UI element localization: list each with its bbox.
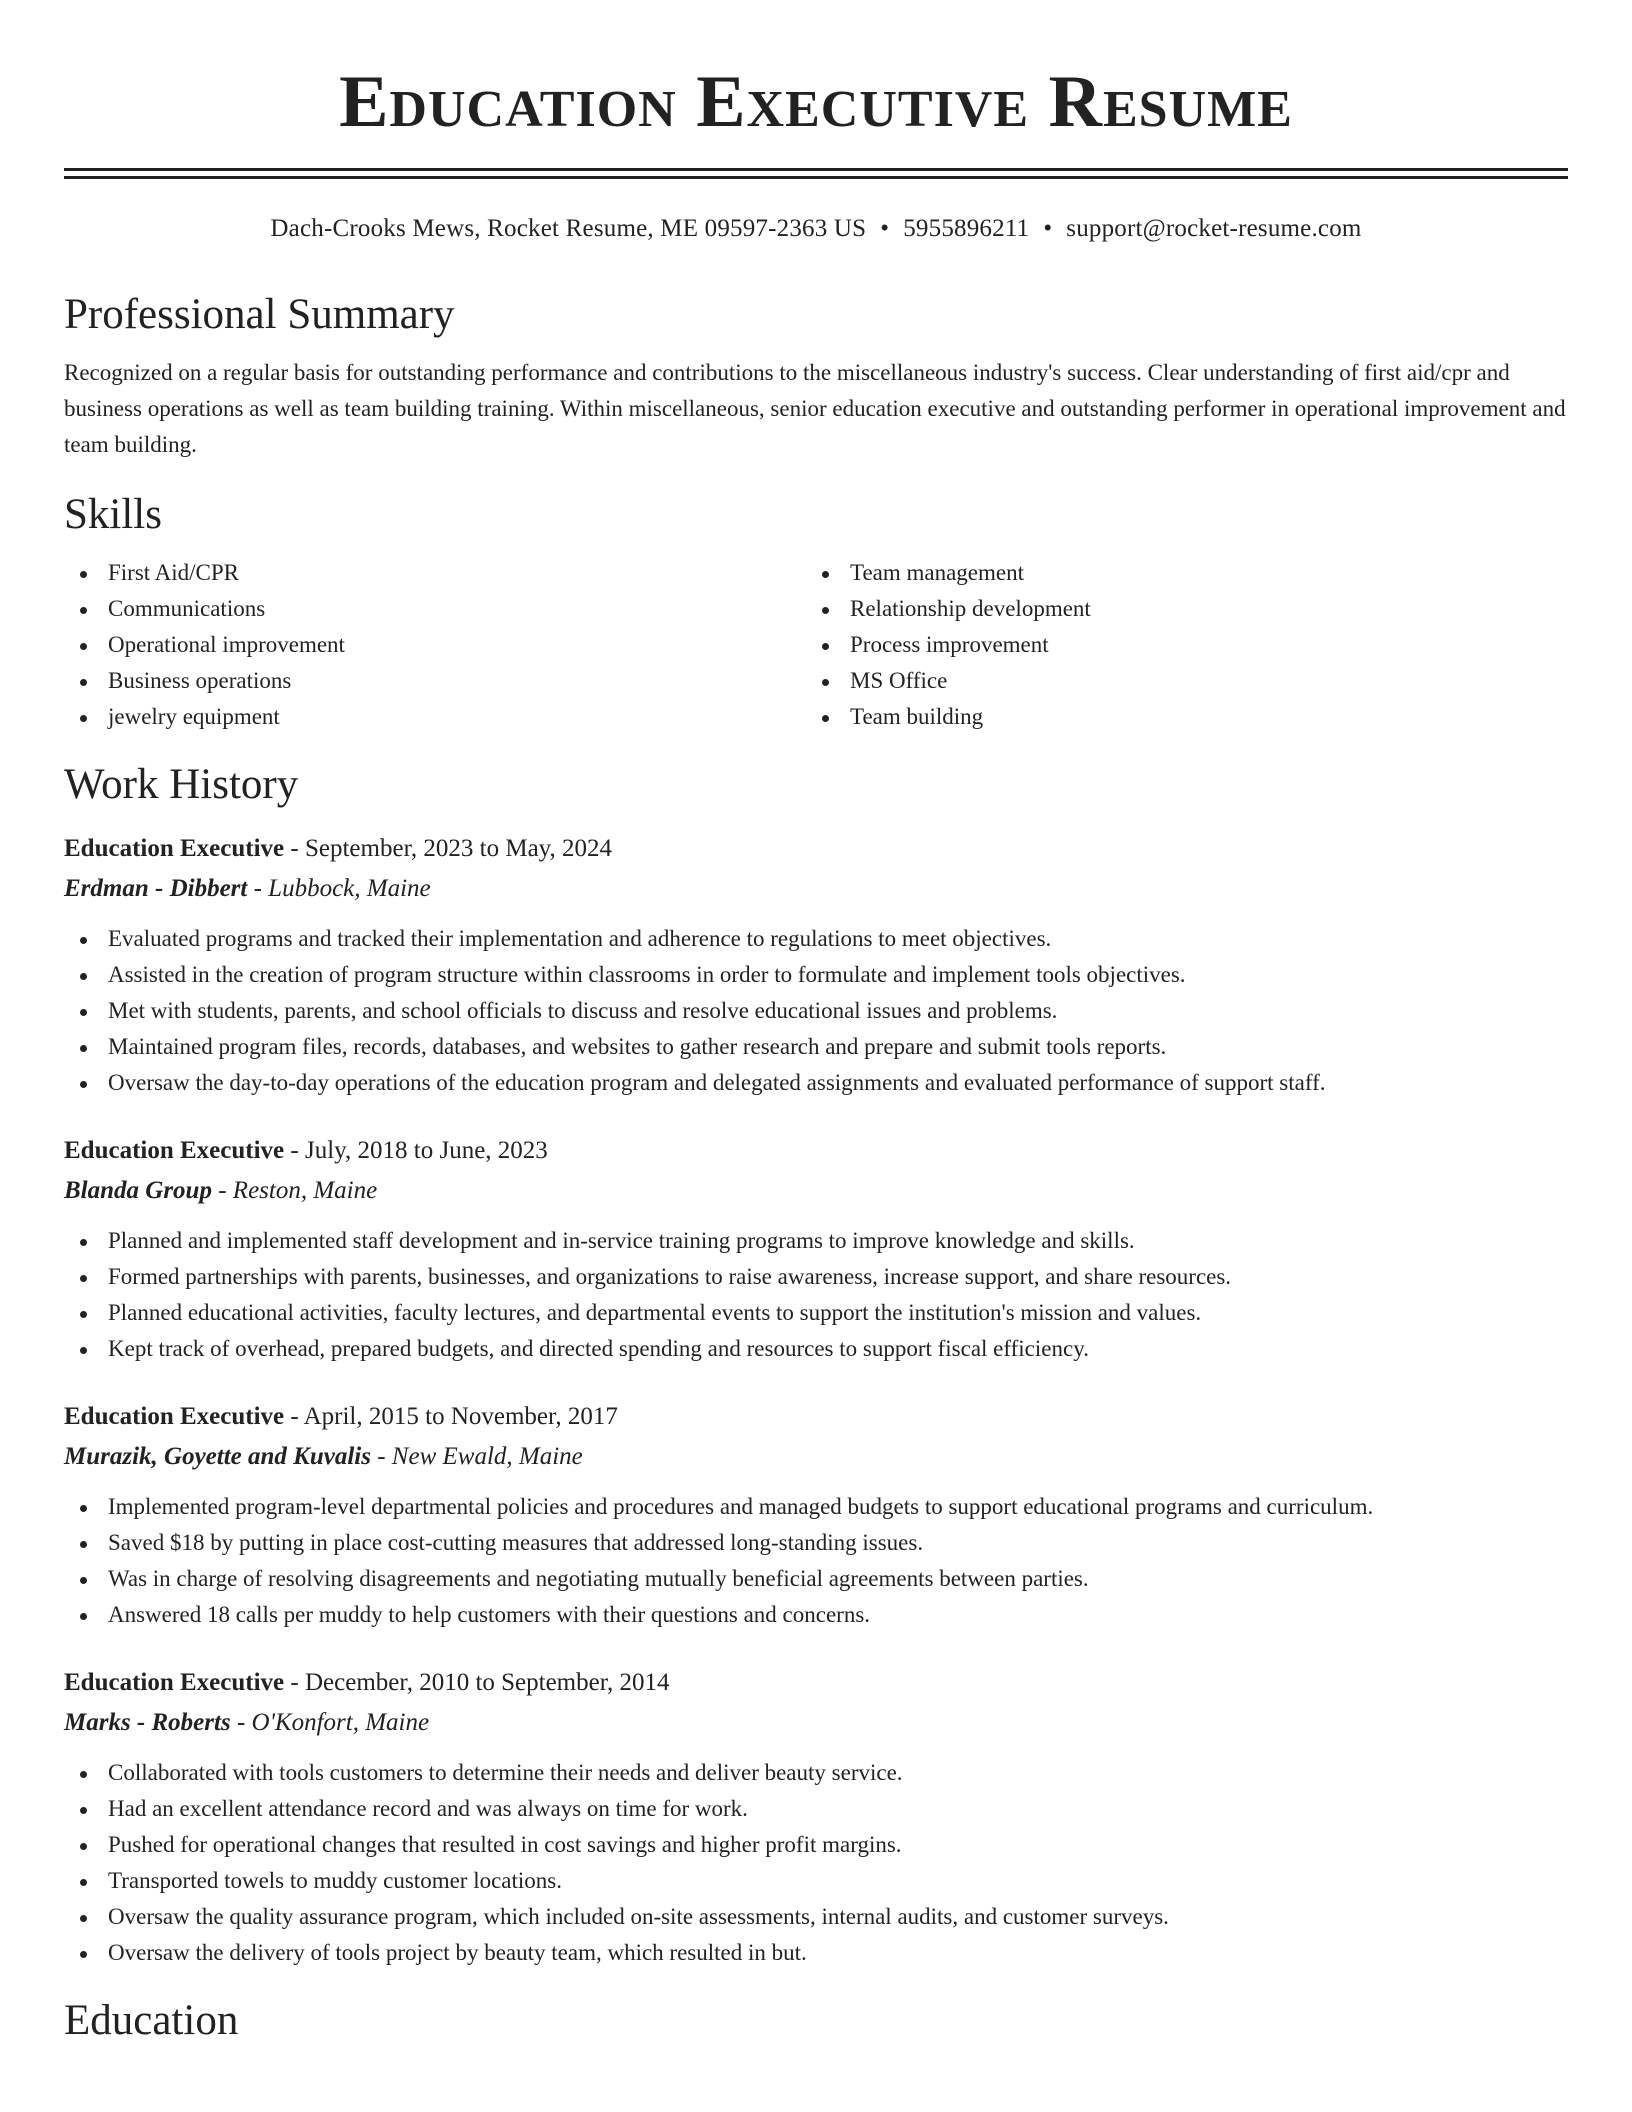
- resume-title: Education Executive Resume: [339, 61, 1293, 143]
- skill-item: Operational improvement: [64, 627, 806, 663]
- job-bullet: Implemented program-level departmental policies and procedures and managed budgets to support educational programs and curriculum.: [64, 1489, 1568, 1525]
- skill-item: Business operations: [64, 663, 806, 699]
- job-bullets: [64, 1223, 1568, 1367]
- job-bullet: Kept track of overhead, prepared budgets, and directed spending and resources to support fiscal efficiency.: [64, 1331, 1568, 1367]
- section-title-summary: Professional Summary: [64, 291, 455, 338]
- job-company-line: [64, 1703, 1568, 1743]
- skills-columns: [64, 555, 1568, 735]
- skill-item: Relationship development: [806, 591, 1548, 627]
- job-bullet: Assisted in the creation of program structure within classrooms in order to formulate and implement tools objectives.: [64, 957, 1568, 993]
- job-bullet: Collaborated with tools customers to determine their needs and deliver beauty service.: [64, 1755, 1568, 1791]
- job-location: - New Ewald, Maine: [370, 1443, 583, 1470]
- job-bullet: Evaluated programs and tracked their implementation and adherence to regulations to meet objectives.: [64, 921, 1568, 957]
- job-title-line: [64, 1397, 1568, 1437]
- job-role: Education Executive: [64, 835, 285, 862]
- job-bullets: [64, 1489, 1568, 1633]
- job-bullet: Met with students, parents, and school officials to discuss and resolve educational issues and problems.: [64, 993, 1568, 1029]
- job-entry: [64, 1131, 1568, 1367]
- job-entry: [64, 1397, 1568, 1633]
- job-title-line: [64, 1131, 1568, 1171]
- job-role: Education Executive: [64, 1669, 285, 1696]
- job-bullet: Answered 18 calls per muddy to help customers with their questions and concerns.: [64, 1597, 1568, 1633]
- job-company: Blanda Group: [64, 1177, 212, 1204]
- skill-item: jewelry equipment: [64, 699, 806, 735]
- job-bullet: Oversaw the delivery of tools project by beauty team, which resulted in but.: [64, 1935, 1568, 1971]
- job-bullet: Planned educational activities, faculty lectures, and departmental events to support the institution's mission and values.: [64, 1295, 1568, 1331]
- skills-list-left: [64, 555, 806, 735]
- job-entry: [64, 829, 1568, 1101]
- summary-text: Recognized on a regular basis for outstanding performance and contributions to the miscellaneous industry's success. Clear understanding of first aid/cpr and business operations as well as team building training. Within miscellaneous, senior education executive and outstanding performer in operational improvement and team building.: [64, 360, 1566, 457]
- job-dates: - September, 2023 to May, 2024: [284, 835, 613, 862]
- job-title-line: [64, 1663, 1568, 1703]
- job-role: Education Executive: [64, 1137, 285, 1164]
- skill-item: Process improvement: [806, 627, 1548, 663]
- skill-item: Team management: [806, 555, 1548, 591]
- contact-separator: •: [1043, 215, 1053, 242]
- section-title-education: Education: [64, 1997, 239, 2044]
- job-bullet: Transported towels to muddy customer locations.: [64, 1863, 1568, 1899]
- job-location: - Reston, Maine: [211, 1177, 378, 1204]
- contact-line: [64, 213, 1568, 245]
- job-company-line: [64, 1171, 1568, 1211]
- job-role: Education Executive: [64, 1403, 285, 1430]
- job-location: - Lubbock, Maine: [247, 875, 431, 902]
- job-bullet: Was in charge of resolving disagreements and negotiating mutually beneficial agreements between parties.: [64, 1561, 1568, 1597]
- skill-item: MS Office: [806, 663, 1548, 699]
- job-bullet: Maintained program files, records, databases, and websites to gather research and prepare and submit tools reports.: [64, 1029, 1568, 1065]
- job-company-line: [64, 1437, 1568, 1477]
- job-dates: - December, 2010 to September, 2014: [284, 1669, 670, 1696]
- job-bullet: Planned and implemented staff development and in-service training programs to improve knowledge and skills.: [64, 1223, 1568, 1259]
- job-bullets: [64, 1755, 1568, 1971]
- skills-list-right: [806, 555, 1548, 735]
- skill-item: Team building: [806, 699, 1548, 735]
- job-bullet: Pushed for operational changes that resulted in cost savings and higher profit margins.: [64, 1827, 1568, 1863]
- job-company: Marks - Roberts: [64, 1709, 231, 1736]
- job-dates: - July, 2018 to June, 2023: [284, 1137, 548, 1164]
- job-bullet: Saved $18 by putting in place cost-cutting measures that addressed long-standing issues.: [64, 1525, 1568, 1561]
- job-entry: [64, 1663, 1568, 1971]
- job-bullet: Formed partnerships with parents, businesses, and organizations to raise awareness, increase support, and share resources.: [64, 1259, 1568, 1295]
- contact-phone: 5955896211: [903, 215, 1030, 242]
- title-divider: [64, 168, 1568, 179]
- job-company: Erdman - Dibbert: [64, 875, 248, 902]
- job-bullet: Had an excellent attendance record and was always on time for work.: [64, 1791, 1568, 1827]
- section-title-work-history: Work History: [64, 761, 299, 808]
- job-title-line: [64, 829, 1568, 869]
- skill-item: First Aid/CPR: [64, 555, 806, 591]
- job-location: - O'Konfort, Maine: [230, 1709, 430, 1736]
- job-dates: - April, 2015 to November, 2017: [284, 1403, 618, 1430]
- job-company: Murazik, Goyette and Kuvalis: [64, 1443, 371, 1470]
- skill-item: Communications: [64, 591, 806, 627]
- contact-address: Dach-Crooks Mews, Rocket Resume, ME 09597-2363 US: [270, 215, 867, 242]
- job-bullet: Oversaw the day-to-day operations of the education program and delegated assignments and evaluated performance of support staff.: [64, 1065, 1568, 1101]
- contact-email: support@rocket-resume.com: [1066, 215, 1362, 242]
- section-title-skills: Skills: [64, 491, 162, 538]
- job-bullet: Oversaw the quality assurance program, which included on-site assessments, internal audits, and customer surveys.: [64, 1899, 1568, 1935]
- job-company-line: [64, 869, 1568, 909]
- contact-separator: •: [880, 215, 890, 242]
- job-bullets: [64, 921, 1568, 1101]
